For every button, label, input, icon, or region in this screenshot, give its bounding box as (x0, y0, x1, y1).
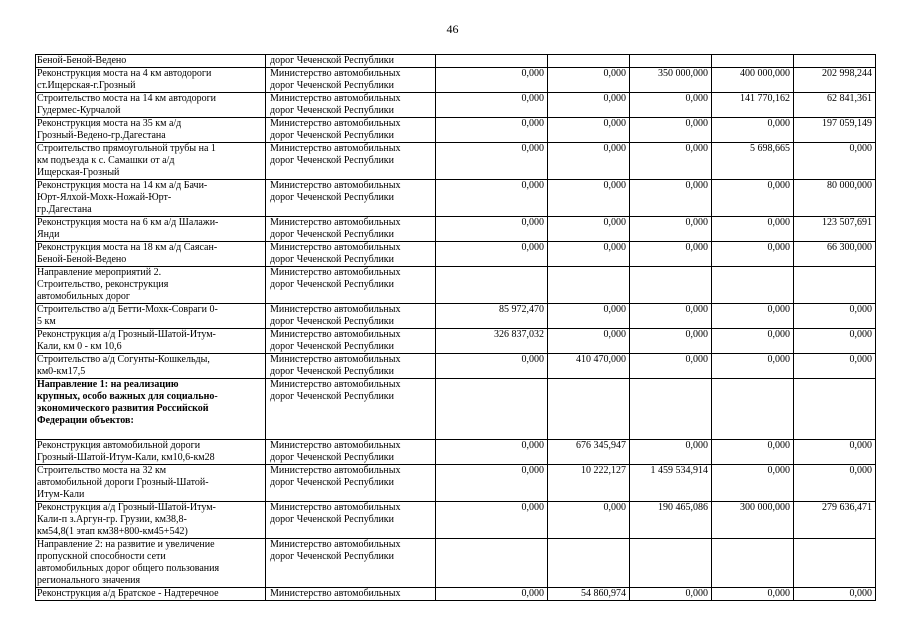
amount-cell: 300 000,000 (712, 502, 794, 539)
amount-cell: 0,000 (630, 588, 712, 601)
measure-name-cell: Реконструкция моста на 4 км автодороги ст.Ищерская-г.Грозный (36, 68, 266, 93)
funding-table (35, 54, 876, 601)
amount-cell (794, 267, 876, 304)
amount-cell: 190 465,086 (630, 502, 712, 539)
amount-cell: 0,000 (712, 180, 794, 217)
amount-cell (630, 55, 712, 68)
amount-cell (630, 379, 712, 440)
amount-cell: 350 000,000 (630, 68, 712, 93)
measure-name-cell: Строительство моста на 32 км автомобильной дороги Грозный-Шатой- Итум-Кали (36, 465, 266, 502)
executor-cell: Министерство автомобильных дорог Чеченской Республики (266, 68, 436, 93)
amount-cell: 0,000 (794, 354, 876, 379)
amount-cell: 0,000 (548, 143, 630, 180)
amount-cell: 0,000 (436, 180, 548, 217)
page-number: 46 (446, 22, 459, 36)
amount-cell: 0,000 (712, 588, 794, 601)
amount-cell: 0,000 (712, 440, 794, 465)
executor-cell: Министерство автомобильных дорог Чеченской Республики (266, 465, 436, 502)
table-row (36, 55, 876, 68)
executor-cell: Министерство автомобильных дорог Чеченской Республики (266, 118, 436, 143)
executor-cell: Министерство автомобильных дорог Чеченской Республики (266, 539, 436, 588)
amount-cell: 0,000 (630, 93, 712, 118)
amount-cell: 0,000 (548, 502, 630, 539)
amount-cell (794, 539, 876, 588)
measure-name-cell: Реконструкция моста на 14 км а/д Бачи- Юрт-Ялхой-Мохк-Ножай-Юрт- гр.Дагестана (36, 180, 266, 217)
amount-cell: 123 507,691 (794, 217, 876, 242)
executor-cell: Министерство автомобильных дорог Чеченской Республики (266, 242, 436, 267)
amount-cell: 0,000 (548, 93, 630, 118)
amount-cell (712, 379, 794, 440)
amount-cell: 0,000 (794, 440, 876, 465)
amount-cell: 279 636,471 (794, 502, 876, 539)
measure-name-cell: Реконструкция а/д Братское - Надтеречное (36, 588, 266, 601)
table-row (36, 329, 876, 354)
table-row (36, 143, 876, 180)
amount-cell: 0,000 (630, 440, 712, 465)
measure-name-cell: Направление 1: на реализацию крупных, особо важных для социально- экономического развития Российской Федерации объектов: (36, 379, 266, 440)
amount-cell: 0,000 (630, 143, 712, 180)
measure-name-cell: Строительство а/д Бетти-Мохк-Совраги 0- 5 км (36, 304, 266, 329)
amount-cell: 0,000 (548, 217, 630, 242)
amount-cell: 85 972,470 (436, 304, 548, 329)
amount-cell: 400 000,000 (712, 68, 794, 93)
amount-cell: 0,000 (436, 68, 548, 93)
measure-name-cell: Беной-Беной-Ведено (36, 55, 266, 68)
amount-cell (436, 379, 548, 440)
amount-cell: 326 837,032 (436, 329, 548, 354)
measure-name-cell: Реконструкция моста на 6 км а/д Шалажи- Янди (36, 217, 266, 242)
table-row (36, 539, 876, 588)
table-row (36, 217, 876, 242)
amount-cell (630, 267, 712, 304)
executor-cell: Министерство автомобильных дорог Чеченской Республики (266, 143, 436, 180)
amount-cell: 676 345,947 (548, 440, 630, 465)
amount-cell: 0,000 (436, 93, 548, 118)
table-row (36, 354, 876, 379)
executor-cell: Министерство автомобильных дорог Чеченской Республики (266, 217, 436, 242)
amount-cell: 0,000 (712, 304, 794, 329)
table-row (36, 465, 876, 502)
measure-name-cell: Строительство моста на 14 км автодороги Гудермес-Курчалой (36, 93, 266, 118)
measure-name-cell: Реконструкция моста на 18 км а/д Саясан- Беной-Беной-Ведено (36, 242, 266, 267)
amount-cell: 10 222,127 (548, 465, 630, 502)
amount-cell: 141 770,162 (712, 93, 794, 118)
amount-cell: 0,000 (436, 465, 548, 502)
measure-name-cell: Реконструкция а/д Грозный-Шатой-Итум- Кали-п з.Аргун-гр. Грузии, км38,8- км54,8(1 этап км38+800-км45+542) (36, 502, 266, 539)
amount-cell: 0,000 (794, 304, 876, 329)
table-row (36, 502, 876, 539)
table-row (36, 304, 876, 329)
amount-cell: 66 300,000 (794, 242, 876, 267)
amount-cell: 0,000 (436, 354, 548, 379)
amount-cell: 5 698,665 (712, 143, 794, 180)
amount-cell: 0,000 (630, 242, 712, 267)
amount-cell: 0,000 (630, 118, 712, 143)
amount-cell: 0,000 (630, 217, 712, 242)
amount-cell: 0,000 (548, 68, 630, 93)
amount-cell: 0,000 (548, 329, 630, 354)
amount-cell (548, 267, 630, 304)
amount-cell: 0,000 (712, 217, 794, 242)
amount-cell: 1 459 534,914 (630, 465, 712, 502)
table-row (36, 68, 876, 93)
amount-cell: 0,000 (436, 118, 548, 143)
measure-name-cell: Реконструкция а/д Грозный-Шатой-Итум- Кали, км 0 - км 10,6 (36, 329, 266, 354)
amount-cell (436, 55, 548, 68)
amount-cell (436, 267, 548, 304)
amount-cell: 197 059,149 (794, 118, 876, 143)
table-row (36, 242, 876, 267)
amount-cell: 0,000 (794, 465, 876, 502)
executor-cell: Министерство автомобильных дорог Чеченской Республики (266, 267, 436, 304)
amount-cell: 0,000 (436, 217, 548, 242)
amount-cell: 0,000 (712, 465, 794, 502)
amount-cell: 0,000 (712, 118, 794, 143)
amount-cell: 0,000 (436, 588, 548, 601)
amount-cell: 54 860,974 (548, 588, 630, 601)
amount-cell: 0,000 (548, 304, 630, 329)
amount-cell: 0,000 (712, 329, 794, 354)
executor-cell: Министерство автомобильных дорог Чеченской Республики (266, 379, 436, 440)
executor-cell: дорог Чеченской Республики (266, 55, 436, 68)
amount-cell: 0,000 (436, 502, 548, 539)
amount-cell (630, 539, 712, 588)
amount-cell: 0,000 (794, 143, 876, 180)
table-row (36, 379, 876, 440)
table-row (36, 588, 876, 601)
amount-cell (548, 55, 630, 68)
table-row (36, 267, 876, 304)
amount-cell (436, 539, 548, 588)
amount-cell: 410 470,000 (548, 354, 630, 379)
amount-cell: 80 000,000 (794, 180, 876, 217)
amount-cell (548, 539, 630, 588)
amount-cell: 0,000 (548, 242, 630, 267)
amount-cell: 0,000 (630, 354, 712, 379)
amount-cell (712, 539, 794, 588)
amount-cell: 62 841,361 (794, 93, 876, 118)
executor-cell: Министерство автомобильных дорог Чеченской Республики (266, 93, 436, 118)
amount-cell: 0,000 (436, 440, 548, 465)
amount-cell: 0,000 (630, 304, 712, 329)
amount-cell (794, 55, 876, 68)
executor-cell: Министерство автомобильных дорог Чеченской Республики (266, 440, 436, 465)
amount-cell: 202 998,244 (794, 68, 876, 93)
executor-cell: Министерство автомобильных дорог Чеченской Республики (266, 304, 436, 329)
amount-cell: 0,000 (630, 329, 712, 354)
amount-cell: 0,000 (794, 588, 876, 601)
amount-cell: 0,000 (630, 180, 712, 217)
amount-cell: 0,000 (794, 329, 876, 354)
amount-cell: 0,000 (436, 242, 548, 267)
table-row (36, 93, 876, 118)
amount-cell: 0,000 (548, 180, 630, 217)
amount-cell: 0,000 (712, 242, 794, 267)
measure-name-cell: Направление 2: на развитие и увеличение пропускной способности сети автомобильных дорог общего пользования регионального значения (36, 539, 266, 588)
table-row (36, 440, 876, 465)
amount-cell: 0,000 (548, 118, 630, 143)
amount-cell: 0,000 (436, 143, 548, 180)
table-row (36, 180, 876, 217)
executor-cell: Министерство автомобильных (266, 588, 436, 601)
amount-cell (794, 379, 876, 440)
executor-cell: Министерство автомобильных дорог Чеченской Республики (266, 329, 436, 354)
measure-name-cell: Реконструкция моста на 35 км а/д Грозный-Ведено-гр.Дагестана (36, 118, 266, 143)
amount-cell (712, 55, 794, 68)
measure-name-cell: Реконструкция автомобильной дороги Грозный-Шатой-Итум-Кали, км10,6-км28 (36, 440, 266, 465)
measure-name-cell: Строительство а/д Согунты-Кошкельды, км0-км17,5 (36, 354, 266, 379)
amount-cell (712, 267, 794, 304)
table-row (36, 118, 876, 143)
measure-name-cell: Направление мероприятий 2. Строительство, реконструкция автомобильных дорог (36, 267, 266, 304)
amount-cell (548, 379, 630, 440)
executor-cell: Министерство автомобильных дорог Чеченской Республики (266, 502, 436, 539)
amount-cell: 0,000 (712, 354, 794, 379)
executor-cell: Министерство автомобильных дорог Чеченской Республики (266, 180, 436, 217)
executor-cell: Министерство автомобильных дорог Чеченской Республики (266, 354, 436, 379)
measure-name-cell: Строительство прямоугольной трубы на 1 км подъезда к с. Самашки от а/д Ищерская-Грозный (36, 143, 266, 180)
